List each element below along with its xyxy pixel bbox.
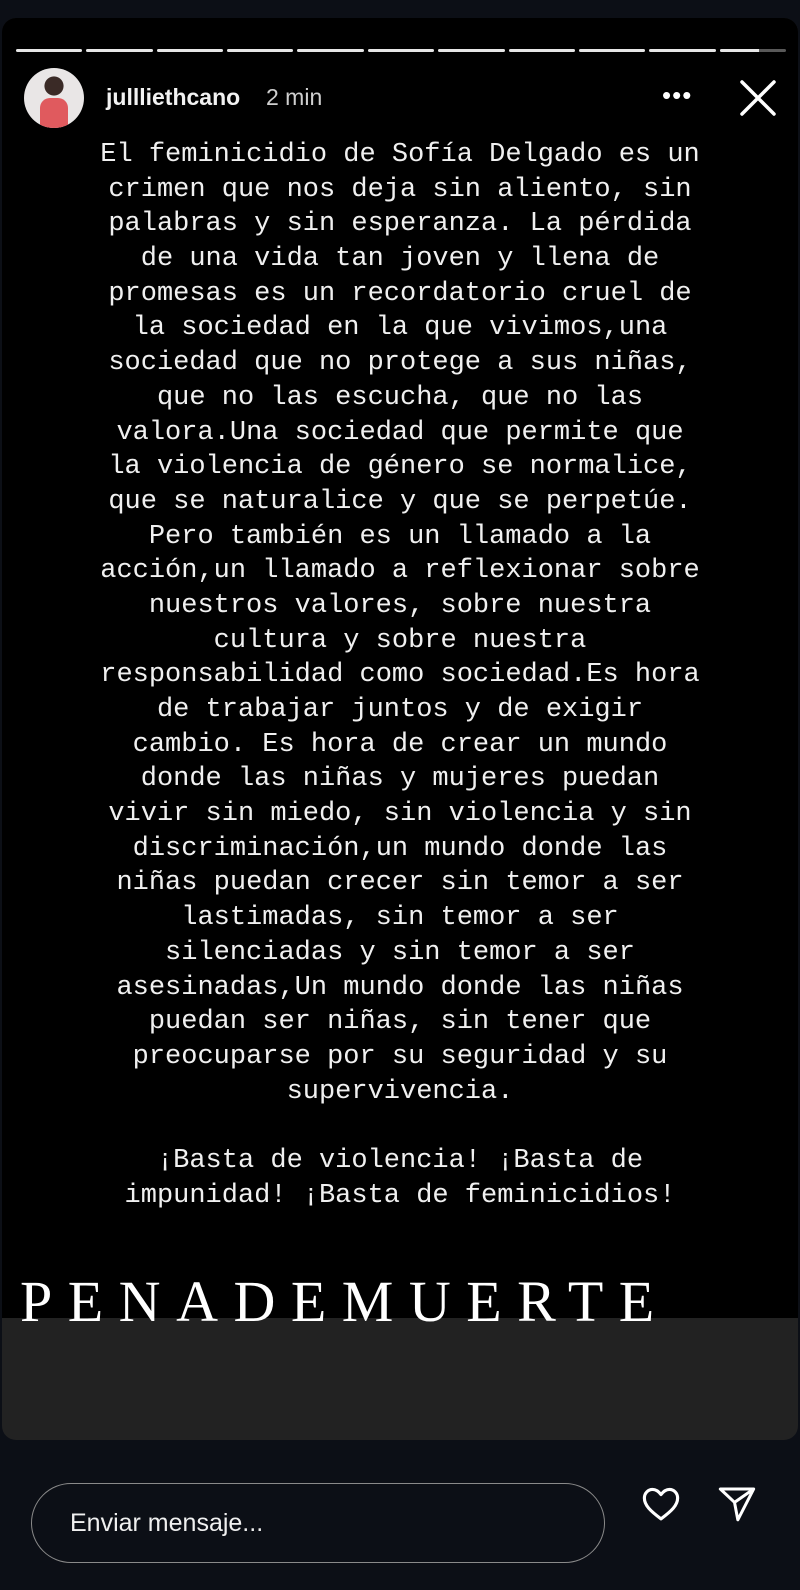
progress-segment: [368, 49, 434, 52]
story-text-line: impunidad! ¡Basta de feminicidios!: [124, 1180, 676, 1211]
heart-icon[interactable]: [640, 1483, 682, 1525]
story-text-line: El feminicidio de Sofía Delgado es un: [100, 140, 700, 170]
story-headline: PENADEMUERTE: [20, 1269, 670, 1334]
more-options-button[interactable]: •••: [662, 80, 693, 110]
post-time: 2 min: [266, 84, 323, 110]
story-text-line: crimen que nos deja sin aliento, sin: [108, 174, 692, 205]
story-progress-bar: [16, 49, 786, 52]
story-text-line: [2, 1109, 798, 1144]
story-text-line: nuestros valores, sobre nuestra: [148, 590, 652, 621]
story-text-line: cambio. Es hora de crear un mundo: [132, 729, 668, 760]
send-icon[interactable]: [716, 1484, 758, 1524]
progress-segment: [227, 49, 293, 52]
progress-segment: [579, 49, 645, 52]
message-input[interactable]: [31, 1483, 605, 1563]
story-text-line: lastimadas, sin temor a ser: [181, 903, 619, 934]
story-text-line: palabras y sin esperanza. La pérdida: [108, 209, 692, 240]
username[interactable]: jullliethcano: [106, 84, 241, 110]
story-text-line: que se naturalice y que se perpetúe.: [108, 486, 692, 517]
story-text-line: acción,un llamado a reflexionar sobre: [100, 556, 700, 587]
avatar[interactable]: [24, 68, 84, 128]
story-text-line: de una vida tan joven y llena de: [140, 244, 660, 275]
close-icon[interactable]: [738, 78, 778, 118]
story-text-line: la sociedad en la que vivimos,una: [132, 313, 668, 344]
story-text-line: supervivencia.: [286, 1076, 514, 1107]
story-text-line: Pero también es un llamado a la: [148, 521, 652, 552]
story-text-line: puedan ser niñas, sin tener que: [148, 1007, 652, 1038]
story-text-line: ¡Basta de violencia! ¡Basta de: [156, 1145, 644, 1176]
progress-segment: [438, 49, 504, 52]
story-text-line: preocuparse por su seguridad y su: [132, 1041, 668, 1072]
story-text-line: sociedad que no protege a sus niñas,: [108, 348, 692, 379]
story-text-line: valora.Una sociedad que permite que: [116, 417, 684, 448]
progress-segment: [509, 49, 575, 52]
story-text-line: cultura y sobre nuestra: [213, 625, 587, 656]
story-text-line: de trabajar juntos y de exigir: [156, 695, 644, 725]
story-text-line: asesinadas,Un mundo donde las niñas: [116, 972, 684, 1003]
story-text-line: vivir sin miedo, sin violencia y sin: [108, 799, 692, 830]
story-card[interactable]: [2, 18, 798, 1440]
story-text-line: responsabilidad como sociedad.Es hora: [100, 660, 700, 691]
story-text-line: promesas es un recordatorio cruel de: [108, 278, 692, 309]
progress-segment: [649, 49, 715, 52]
progress-segment: [297, 49, 363, 52]
story-text-line: donde las niñas y mujeres puedan: [140, 764, 660, 795]
story-text-line: la violencia de género se normalice,: [108, 452, 692, 483]
progress-segment: [86, 49, 152, 52]
story-text-line: que no las escucha, que no las: [156, 382, 644, 413]
story-text-line: silenciadas y sin temor a ser: [165, 937, 635, 968]
progress-segment: [720, 49, 786, 52]
progress-segment: [157, 49, 223, 52]
progress-segment: [16, 49, 82, 52]
story-text: [2, 138, 798, 1213]
story-text-line: discriminación,un mundo donde las: [132, 833, 668, 864]
story-text-line: niñas puedan crecer sin temor a ser: [116, 868, 684, 899]
